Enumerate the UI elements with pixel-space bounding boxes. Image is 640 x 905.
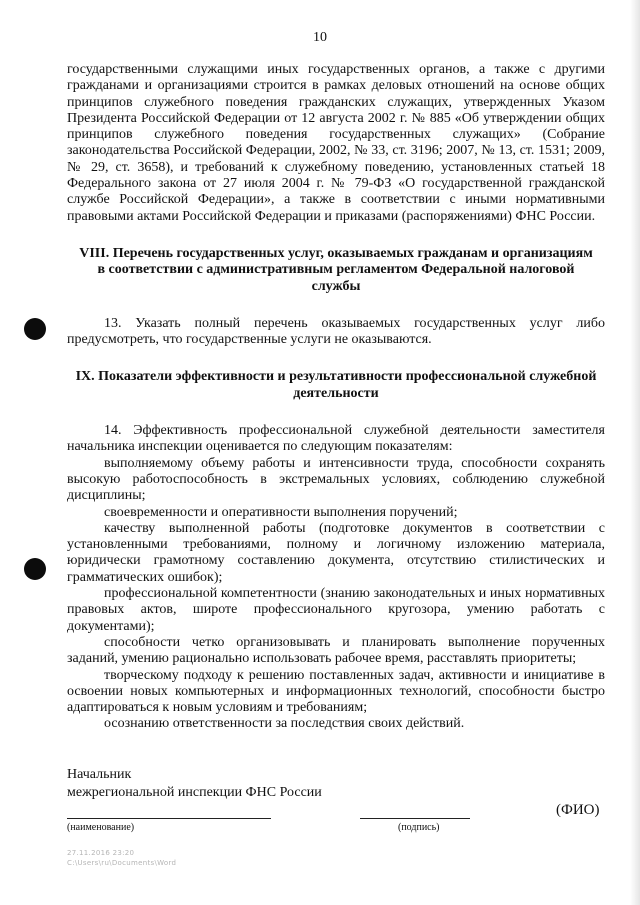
punch-hole-icon [24, 558, 46, 580]
indicator-item-3: качеству выполненной работы (подготовке документов в соответствии с установленными требованиями, полному и логичному изложению материала, юридически грамотному составлению документа, отсутствию стилистических и грамматических ошибок); [67, 520, 605, 585]
name-signature-line [67, 818, 271, 819]
intro-paragraph: государственными служащими иных государственных органов, а также с другими гражданами и организациями строится в рамках деловых отношений на основе общих принципов служебного поведения гражданских служащих, утвержденных Указом Президента Российской Федерации от 12 августа 2002 г. № 885 «Об утверждении общих принципов служебного поведения государственных служащих» (Собрание законодательства Российской Федерации, 2002, № 33, ст. 3196; 2007, № 13, ст. 1531; 2009, № 29, ст. 3658), и требований к служебному поведению, установленных статьей 18 Федерального закона от 27 июля 2004 г. № 79-ФЗ «О государственной гражданской службе Российской Федерации», а также в соответствии с иными нормативными правовыми актами Российской Федерации и приказами (распоряжениями) ФНС России. [67, 62, 605, 224]
page-edge-shadow [630, 0, 640, 905]
punch-hole-icon [24, 318, 46, 340]
indicator-item-5: способности четко организовывать и планировать выполнение порученных заданий, умению рационально использовать рабочее время, расставлять приоритеты; [67, 634, 605, 667]
signatory-title-line-2: межрегиональной инспекции ФНС России [67, 785, 322, 800]
section-8-heading: VIII. Перечень государственных услуг, оказываемых гражданам и организациям в соответствии с административным регламентом Федеральной налоговой службы [79, 245, 593, 294]
signature-caption: (подпись) [398, 822, 440, 833]
indicator-item-4: профессиональной компетентности (знанию законодательных и иных нормативных правовых актов, широте профессионального кругозора, умению работать с документами); [67, 586, 605, 634]
page-number: 10 [313, 30, 327, 45]
indicator-item-1: выполняемому объему работы и интенсивности труда, способности сохранять высокую работоспособность в экстремальных условиях, соблюдению служебной дисциплины; [67, 455, 605, 504]
signatory-title-line-1: Начальник [67, 767, 132, 782]
indicator-item-2: своевременности и оперативности выполнения поручений; [104, 504, 458, 520]
document-body [67, 62, 605, 733]
paragraph-14: 14. Эффективность профессиональной служебной деятельности заместителя начальника инспекции оценивается по следующим показателям: [67, 423, 605, 455]
print-stamp [67, 848, 176, 868]
section-9-heading: IX. Показатели эффективности и результативности профессиональной служебной деятельности [75, 369, 597, 401]
print-stamp-path: С:\Users\ru\Documents\Word [67, 859, 177, 867]
signature-line [360, 818, 470, 819]
indicator-item-7: осознанию ответственности за последствия своих действий. [104, 716, 465, 732]
print-stamp-date: 27.11.2016 23:20 [67, 849, 135, 857]
fio-label: (ФИО) [556, 802, 600, 818]
paragraph-13: 13. Указать полный перечень оказываемых государственных услуг либо предусмотреть, что государственные услуги не оказываются. [67, 315, 605, 348]
signature-block [67, 766, 322, 802]
name-caption: (наименование) [67, 822, 135, 833]
indicator-item-6: творческому подходу к решению поставленных задач, активности и инициативе в освоении новых компьютерных и информационных технологий, способности быстро адаптироваться к новым условиям и требованиям; [67, 667, 605, 716]
